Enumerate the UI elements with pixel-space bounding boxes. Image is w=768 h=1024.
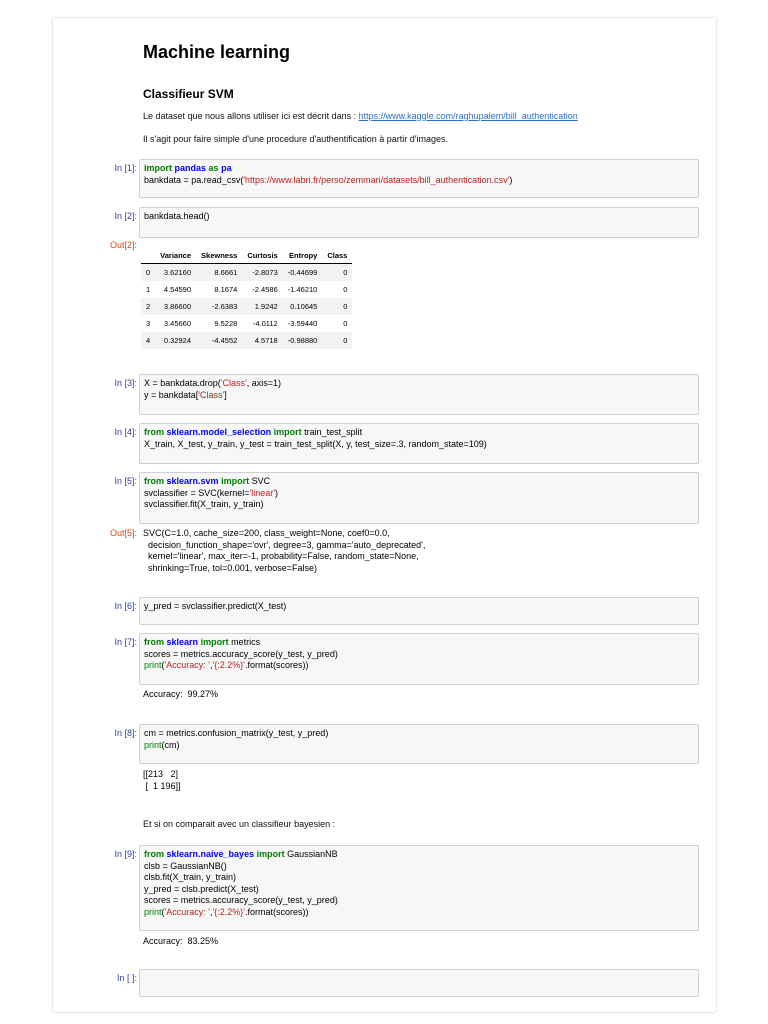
dataframe-column-header: Skewness [196,248,242,264]
dataframe-column-header: Class [322,248,352,264]
dataframe-row-index: 0 [141,264,155,282]
dataframe-row [141,264,352,282]
code-line: y_pred = svclassifier.predict(X_test) [144,601,287,611]
dataframe-column-header: Entropy [283,248,323,264]
code-cell-2[interactable] [139,207,699,238]
code-line: bankdata = pa.read_csv('https://www.labri.fr/perso/zemmari/datasets/bill_authentication.csv') [144,174,513,185]
intro-text: Le dataset que nous allons utiliser ici est décrit dans : [143,111,359,121]
prompt-out-2: Out[2]: [109,240,137,250]
code-line: y = bankdata['Class'] [144,389,227,400]
prompt-in-5: In [5]: [114,476,137,486]
code-line: print('Accuracy: ','{:2.2%}'.format(scores)) [144,660,309,670]
prompt-in-7: In [7]: [114,637,137,647]
dataframe-row [141,298,352,315]
dataframe-row [141,315,352,332]
code-line: import pandas as pa [144,163,232,173]
dataframe-cell: 3.45660 [163,319,192,328]
dataframe-cell: -3.59440 [287,319,318,328]
dataframe-column-header: Variance [155,248,196,264]
section-title: Classifieur SVM [143,87,234,101]
dataframe-cell: 4.54590 [163,285,192,294]
code-line: svclassifier.fit(X_train, y_train) [144,499,264,509]
dataframe-cell: -0.98880 [283,332,323,349]
dataframe-cell: 3.62160 [155,264,196,282]
dataframe-cell: 0 [322,298,352,315]
dataframe-cell: 0 [343,285,348,294]
dataframe-cell: 0.10645 [283,298,323,315]
code-cell-6[interactable] [139,597,699,625]
dataframe-cell: 8.1674 [214,285,238,294]
code-line: scores = metrics.accuracy_score(y_test, y_pred) [144,895,338,905]
intro-description: Il s'agit pour faire simple d'une procedure d'authentification à partir d'images. [143,134,449,144]
code-cell-8[interactable] [139,724,699,764]
dataframe-cell: 8.6661 [196,264,242,282]
code-line: clsb.fit(X_train, y_train) [144,872,237,882]
dataframe-cell: -2.8073 [242,264,282,282]
prompt-in-1: In [1]: [114,163,137,173]
dataframe-row-index: 1 [146,285,151,294]
prompt-in-8: In [8]: [114,728,137,738]
code-line: cm = metrics.confusion_matrix(y_test, y_pred) [144,728,329,738]
dataframe-cell: -4.0112 [252,319,278,328]
page-title: Machine learning [143,42,291,62]
code-line: from sklearn.model_selection import train_test_split [144,427,363,437]
code-cell-9[interactable] [139,845,699,931]
dataframe-cell: -1.46210 [287,285,318,294]
code-line: scores = metrics.accuracy_score(y_test, y_pred) [144,648,338,659]
code-line: print('Accuracy: ','{:2.2%}'.format(scores)) [144,906,309,917]
prompt-in-4: In [4]: [114,427,137,437]
dataframe-cell: 0 [322,264,352,282]
prompt-in-9: In [9]: [114,849,137,859]
code-line: from sklearn.naive_bayes import GaussianNB [144,849,338,859]
dataframe-row-index: 4 [141,332,155,349]
prompt-out-5: Out[5]: [109,528,137,538]
code-cell-1[interactable] [139,159,699,198]
dataframe-row-index: 3 [146,319,151,328]
code-line: bankdata.head() [144,211,210,221]
prompt-in-6: In [6]: [114,601,137,611]
dataframe-cell: 0 [322,332,352,349]
svc-output: SVC(C=1.0, cache_size=200, class_weight=None, coef0=0.0, decision_function_shape='ovr', degree=3, gamma='auto_deprecated', kernel='linear', max_iter=-1, probability=False, random_state=None, shrinking=True, tol=0.001, verbose=False) [143,528,426,573]
code-line: clsb = GaussianNB() [144,860,227,871]
code-cell-3[interactable] [139,374,699,415]
accuracy-output-svm: Accuracy: 99.27% [143,689,219,699]
kaggle-link[interactable]: https://www.kaggle.com/raghupalem/bill_authentication [358,111,578,121]
code-line: y_pred = clsb.predict(X_test) [144,883,259,894]
notebook-page [53,18,716,1012]
code-line: X = bankdata.drop('Class', axis=1) [144,378,282,388]
code-cell-7[interactable] [139,633,699,685]
code-line: X_train, X_test, y_train, y_test = train_test_split(X, y, test_size=.3, random_state=109) [144,438,487,449]
code-cell-4[interactable] [139,423,699,464]
dataframe-cell: 1.9242 [242,298,282,315]
dataframe-column-header: Curtosis [242,248,282,264]
dataframe-cell: 0.32924 [155,332,196,349]
dataframe-cell: 0 [343,319,348,328]
dataframe-row-index: 2 [141,298,155,315]
code-cell-5[interactable] [139,472,699,524]
dataframe-cell: -4.4552 [196,332,242,349]
dataframe-column-header [141,248,155,264]
prompt-in-empty: In [ ]: [116,973,137,983]
dataframe-table [141,248,352,349]
intro-paragraph [143,111,578,121]
dataframe-row [141,332,352,349]
code-cell-empty[interactable] [139,969,699,997]
dataframe-cell: 4.5718 [242,332,282,349]
prompt-in-3: In [3]: [114,378,137,388]
dataframe-cell: 9.5228 [214,319,238,328]
code-line: from sklearn import metrics [144,637,261,647]
dataframe-row [141,281,352,298]
dataframe-cell: -2.6383 [196,298,242,315]
dataframe-cell: -2.4586 [252,285,278,294]
accuracy-output-bayes: Accuracy: 83.25% [143,936,219,946]
prompt-in-2: In [2]: [114,211,137,221]
confusion-matrix-output: [[213 2] [ 1 196]] [143,769,181,791]
code-line: from sklearn.svm import SVC [144,476,271,486]
bayes-intro-text: Et si on comparait avec un classifieur bayesien : [143,819,336,829]
code-line: svclassifier = SVC(kernel='linear') [144,487,278,498]
dataframe-cell: 3.86600 [155,298,196,315]
code-line: print(cm) [144,739,180,750]
dataframe-cell: -0.44699 [283,264,323,282]
